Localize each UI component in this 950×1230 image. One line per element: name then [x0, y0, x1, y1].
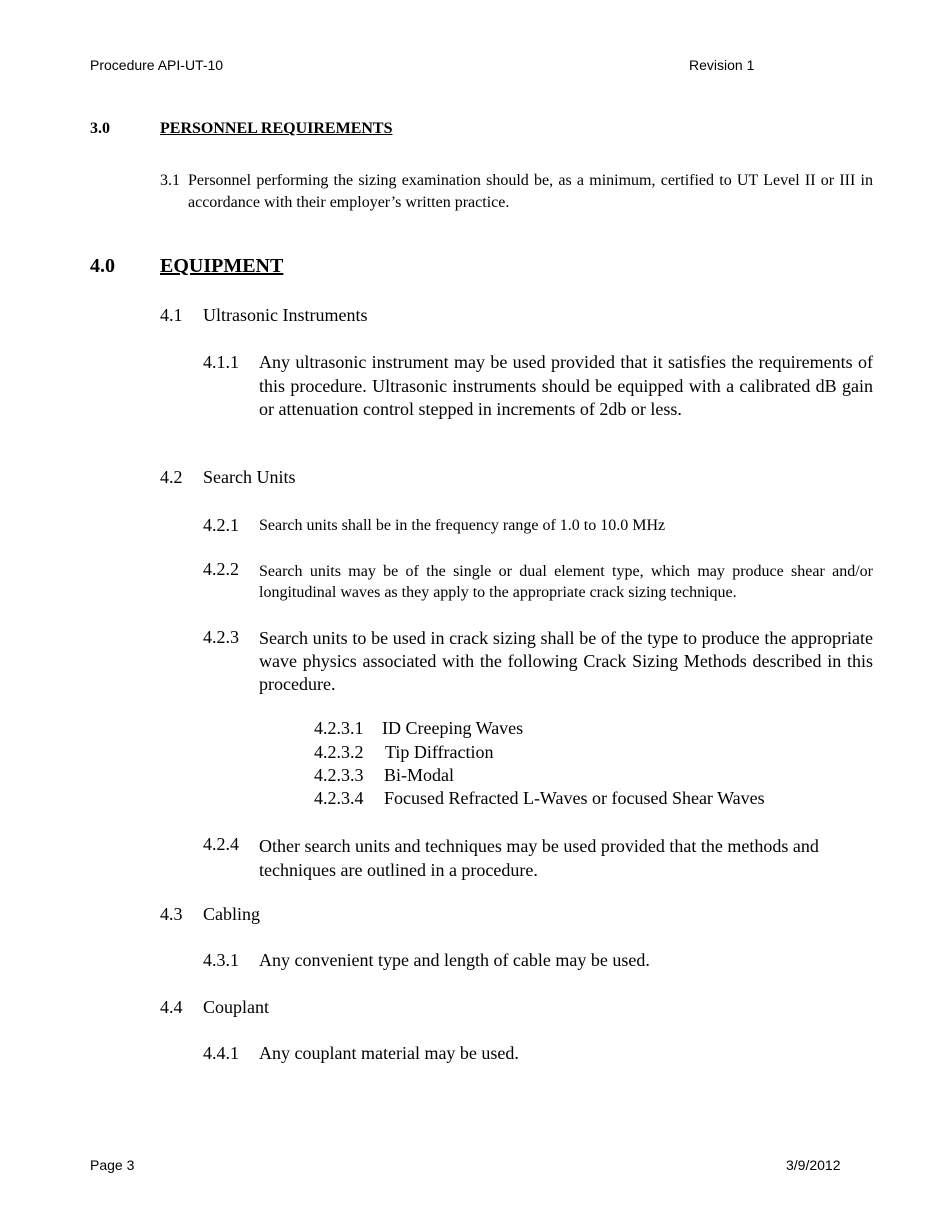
method-4-text: Focused Refracted L-Waves or focused Shear Waves — [384, 788, 765, 808]
method-3-number: 4.2.3.3 — [314, 765, 364, 785]
item-4-2-4-number: 4.2.4 — [203, 834, 239, 854]
item-4-2-1-text: Search units shall be in the frequency range of 1.0 to 10.0 MHz — [259, 517, 666, 534]
item-4-2-4-text: Other search units and techniques may be used provided that the methods and techniques are outlined in a procedure. — [259, 836, 819, 880]
item-4-2-3-text: Search units to be used in crack sizing shall be of the type to produce the appropriate wave physics associated with the following Crack Sizing Methods described in this procedure. — [259, 628, 873, 694]
sub-4-2-number: 4.2 — [160, 467, 183, 487]
method-2-text: Tip Diffraction — [385, 742, 494, 762]
sub-4-3-title: Cabling — [203, 904, 260, 924]
item-4-1-1-number: 4.1.1 — [203, 352, 239, 372]
section-4-title: EQUIPMENT — [160, 255, 284, 277]
method-1-number: 4.2.3.1 — [314, 718, 364, 738]
header-right: Revision 1 — [689, 57, 755, 73]
sub-4-3-number: 4.3 — [160, 904, 183, 924]
item-4-2-2-number: 4.2.2 — [203, 559, 239, 579]
item-4-4-1-text: Any couplant material may be used. — [259, 1043, 519, 1063]
sub-4-4-title: Couplant — [203, 997, 269, 1017]
item-4-4-1-number: 4.4.1 — [203, 1043, 239, 1063]
item-4-3-1-text: Any convenient type and length of cable may be used. — [259, 950, 650, 970]
method-4-number: 4.2.3.4 — [314, 788, 364, 808]
header-left: Procedure API-UT-10 — [90, 57, 224, 73]
footer-left: Page 3 — [90, 1157, 135, 1173]
item-3-1-body: Personnel performing the sizing examination should be, as a minimum, certified to UT Level II or III in accordance with their employer’s written practice. — [188, 172, 873, 211]
section-3-title: PERSONNEL REQUIREMENTS — [160, 120, 393, 137]
item-4-2-2-text: Search units may be of the single or dual element type, which may produce shear and/or longitudinal waves as they apply to the appropriate crack sizing technique. — [259, 563, 873, 601]
method-2-number: 4.2.3.2 — [314, 742, 364, 762]
sub-4-4-number: 4.4 — [160, 997, 183, 1017]
item-4-1-1-text: Any ultrasonic instrument may be used provided that it satisfies the requirements of this procedure. Ultrasonic instruments should be equipped with a calibrated dB gain or attenuation control stepped in increments of 2db or less. — [259, 352, 873, 419]
sub-4-2-title: Search Units — [203, 467, 296, 487]
method-1-text: ID Creeping Waves — [382, 718, 524, 738]
section-3-number: 3.0 — [90, 120, 110, 137]
method-3-text: Bi-Modal — [384, 765, 454, 785]
item-4-3-1-number: 4.3.1 — [203, 950, 239, 970]
item-4-2-1-number: 4.2.1 — [203, 515, 239, 535]
section-4-number: 4.0 — [90, 255, 115, 277]
sub-4-1-title: Ultrasonic Instruments — [203, 305, 368, 325]
item-4-2-3-number: 4.2.3 — [203, 627, 239, 647]
sub-4-1-number: 4.1 — [160, 305, 183, 325]
footer-right: 3/9/2012 — [786, 1157, 841, 1173]
item-3-1-number: 3.1 — [160, 172, 180, 189]
